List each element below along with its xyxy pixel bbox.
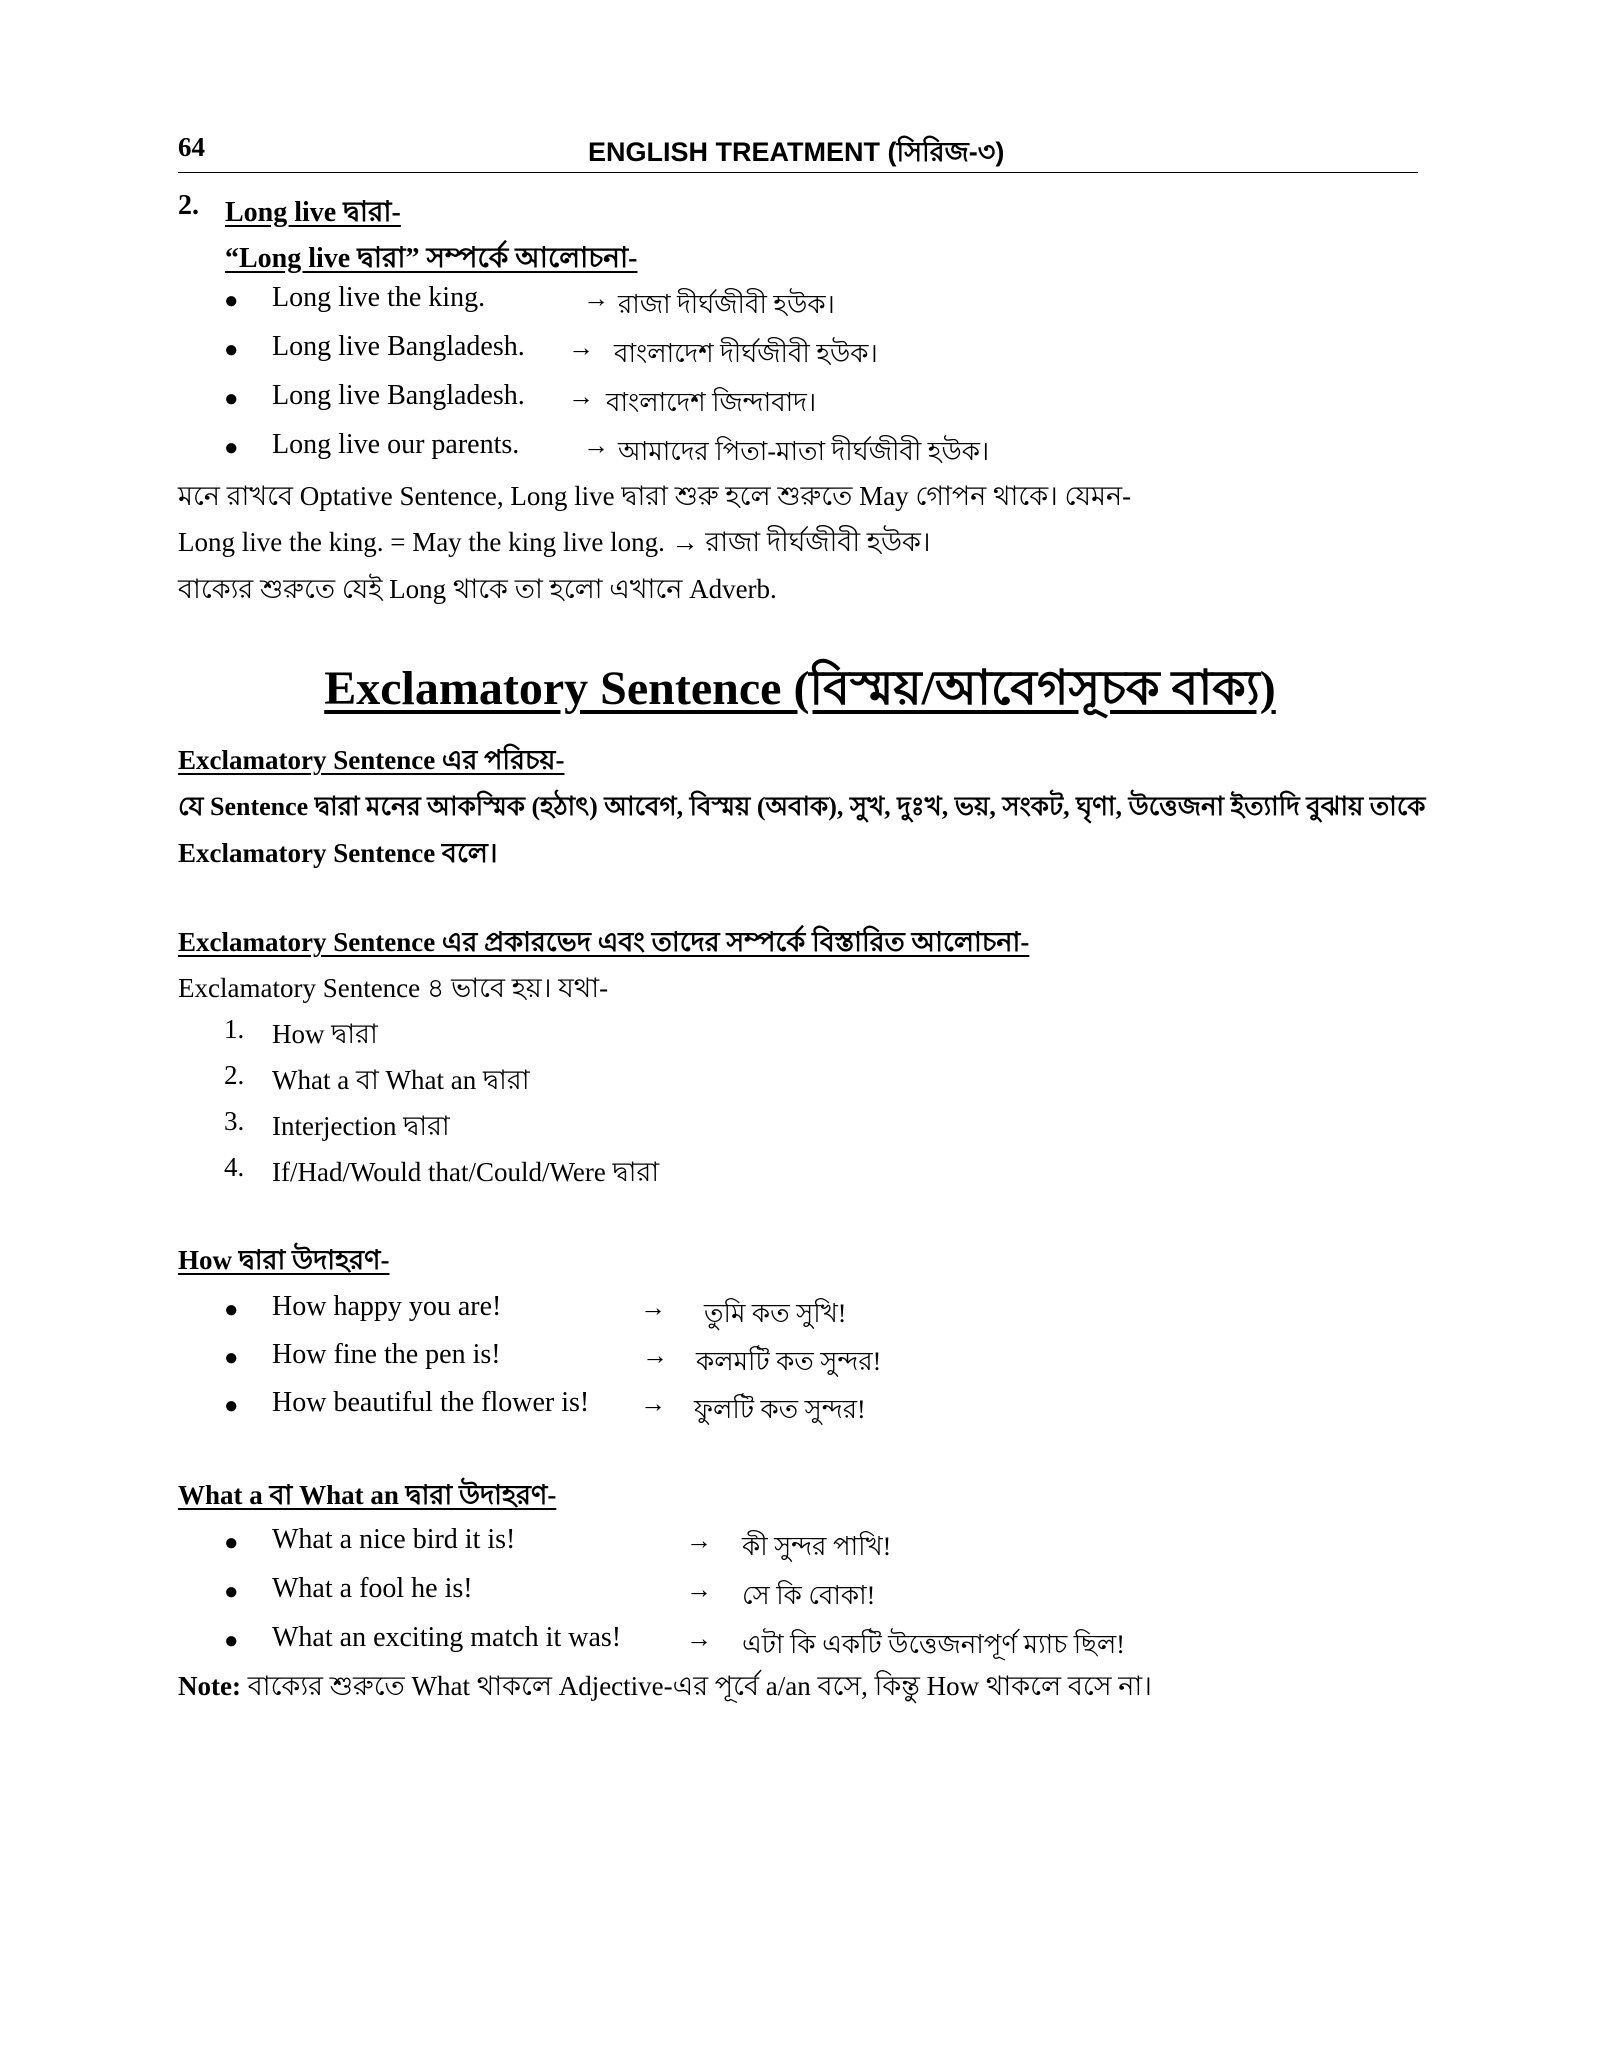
note-optative: মনে রাখবে Optative Sentence, Long live দ্বারা শুরু হলে শুরুতে May গোপন থাকে। যেমন- bbox=[178, 481, 1132, 511]
types-heading: Exclamatory Sentence এর প্রকারভেদ এবং তাদের সম্পর্কে বিস্তারিত আলোচনা- bbox=[178, 927, 1030, 957]
bullet-icon: ● bbox=[224, 1393, 239, 1419]
arrow-icon: → bbox=[568, 382, 594, 411]
example-english: Long live Bangladesh. bbox=[272, 380, 525, 411]
types-intro: Exclamatory Sentence ৪ ভাবে হয়। যথা- bbox=[178, 973, 609, 1003]
example-bangla: ফুলটি কত সুন্দর! bbox=[694, 1395, 866, 1424]
arrow-icon: → bbox=[686, 1624, 712, 1653]
arrow-icon: → bbox=[568, 333, 594, 362]
page-number: 64 bbox=[178, 132, 205, 162]
arrow-icon: → bbox=[686, 1575, 712, 1604]
list-item: What a বা What an দ্বারা bbox=[272, 1065, 530, 1095]
arrow-icon: → bbox=[686, 1526, 712, 1555]
example-english: How fine the pen is! bbox=[272, 1339, 501, 1370]
intro-text-line-2: Exclamatory Sentence বলে। bbox=[178, 838, 498, 868]
example-bangla: আমাদের পিতা-মাতা দীর্ঘজীবী হউক। bbox=[618, 437, 990, 466]
bullet-icon: ● bbox=[224, 288, 239, 314]
example-bangla: এটা কি একটি উত্তেজনাপূর্ণ ম্যাচ ছিল! bbox=[742, 1630, 1125, 1659]
bullet-icon: ● bbox=[224, 386, 239, 412]
running-title: ENGLISH TREATMENT (সিরিজ-৩) bbox=[588, 137, 1005, 167]
example-english: How beautiful the flower is! bbox=[272, 1387, 590, 1418]
example-english: Long live Bangladesh. bbox=[272, 331, 525, 362]
header-divider bbox=[178, 172, 1418, 173]
example-english: What a nice bird it is! bbox=[272, 1524, 516, 1555]
what-heading: What a বা What an দ্বারা উদাহরণ- bbox=[178, 1480, 557, 1510]
arrow-icon: → bbox=[583, 431, 609, 460]
bullet-icon: ● bbox=[224, 1345, 239, 1371]
example-bangla: রাজা দীর্ঘজীবী হউক। bbox=[618, 290, 835, 319]
bullet-icon: ● bbox=[224, 337, 239, 363]
note-label: Note: bbox=[178, 1671, 241, 1701]
note bbox=[178, 1666, 1152, 1711]
note-text: বাক্যের শুরুতে What থাকলে Adjective-এর পূর্বে a/an বসে, কিন্তু How থাকলে বসে না। bbox=[240, 1671, 1152, 1701]
example-bangla: বাংলাদেশ দীর্ঘজীবী হউক। bbox=[614, 339, 878, 368]
section-title: Exclamatory Sentence (বিস্ময়/আবেগসূচক বাক্য) bbox=[324, 662, 1276, 715]
intro-text-line-1: যে Sentence দ্বারা মনের আকস্মিক (হঠাৎ) আবেগ, বিস্ময় (অবাক), সুখ, দুঃখ, ভয়, সংকট, ঘৃণা, উত্তেজনা ইত্যাদি বুঝায় তাকে bbox=[178, 792, 1426, 821]
list-item: Interjection দ্বারা bbox=[272, 1111, 450, 1141]
arrow-icon: → bbox=[640, 1389, 666, 1418]
example-bangla: বাংলাদেশ জিন্দাবাদ। bbox=[606, 388, 817, 417]
list-number: 4. bbox=[224, 1152, 245, 1182]
how-heading: How দ্বারা উদাহরণ- bbox=[178, 1245, 390, 1275]
bullet-icon: ● bbox=[224, 1297, 239, 1323]
example-english: Long live the king. bbox=[272, 282, 486, 313]
note-adverb: বাক্যের শুরুতে যেই Long থাকে তা হলো এখানে Adverb. bbox=[178, 574, 777, 604]
example-bangla: তুমি কত সুখি! bbox=[704, 1299, 847, 1328]
example-english: What an exciting match it was! bbox=[272, 1622, 622, 1653]
bullet-icon: ● bbox=[224, 1628, 239, 1654]
list-item: If/Had/Would that/Could/Were দ্বারা bbox=[272, 1157, 660, 1187]
page-header bbox=[178, 132, 1418, 172]
example-english: Long live our parents. bbox=[272, 429, 520, 460]
arrow-icon: → bbox=[640, 1293, 666, 1322]
bullet-icon: ● bbox=[224, 435, 239, 461]
note-example: Long live the king. = May the king live long. → রাজা দীর্ঘজীবী হউক। bbox=[178, 527, 931, 557]
list-number: 3. bbox=[224, 1106, 245, 1136]
example-bangla: কী সুন্দর পাখি! bbox=[742, 1532, 892, 1561]
bullet-icon: ● bbox=[224, 1530, 239, 1556]
example-bangla: কলমটি কত সুন্দর! bbox=[696, 1347, 882, 1376]
intro-heading: Exclamatory Sentence এর পরিচয়- bbox=[178, 745, 565, 775]
example-bangla: সে কি বোকা! bbox=[742, 1581, 876, 1610]
list-number: 1. bbox=[224, 1014, 245, 1044]
long-live-subheading: “Long live দ্বারা” সম্পর্কে আলোচনা- bbox=[225, 243, 638, 274]
list-number: 2. bbox=[224, 1060, 245, 1090]
arrow-icon: → bbox=[642, 1341, 668, 1370]
example-english: What a fool he is! bbox=[272, 1573, 473, 1604]
section-number: 2. bbox=[178, 190, 199, 221]
bullet-icon: ● bbox=[224, 1579, 239, 1605]
example-english: How happy you are! bbox=[272, 1291, 502, 1322]
arrow-icon: → bbox=[583, 284, 609, 313]
list-item: How দ্বারা bbox=[272, 1019, 378, 1049]
long-live-heading: Long live দ্বারা- bbox=[225, 197, 401, 228]
